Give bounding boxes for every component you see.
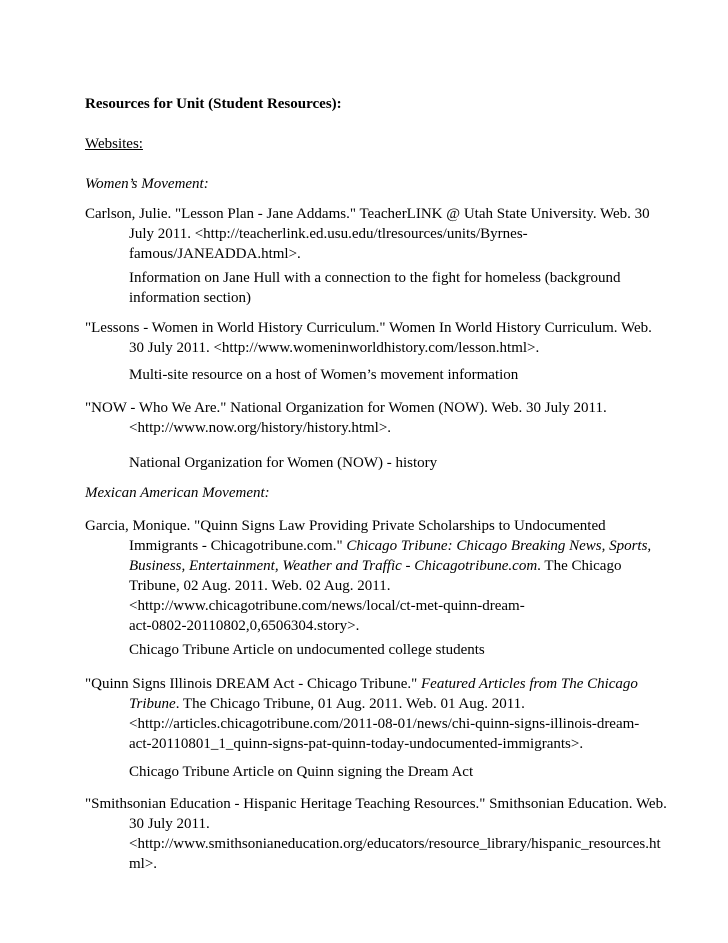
description-lessons: Multi-site resource on a host of Women’s movement information bbox=[129, 367, 519, 383]
citation-lessons-line-1: "Lessons - Women in World History Curriculum." Women In World History Curriculum. Web. bbox=[85, 320, 652, 336]
citation-lessons-line-2: 30 July 2011. <http://www.womeninworldhistory.com/lesson.html>. bbox=[129, 340, 540, 356]
page-heading: Resources for Unit (Student Resources): bbox=[85, 96, 342, 112]
citation-garcia-line-3-site: Business, Entertainment, Weather and Traffic - Chicagotribune.com bbox=[129, 558, 538, 574]
citation-garcia-line-2 bbox=[129, 536, 651, 557]
citation-quinn-line-1-source: Featured Articles from The Chicago bbox=[421, 676, 638, 692]
citation-smithsonian-line-2: 30 July 2011. bbox=[129, 816, 210, 832]
citation-smithsonian-line-4: ml>. bbox=[129, 856, 158, 872]
citation-quinn-line-2-publisher: . The Chicago Tribune, 01 Aug. 2011. Web. 01 Aug. 2011. bbox=[175, 696, 525, 712]
citation-garcia-line-2-site: Chicago Tribune: Chicago Breaking News, Sports, bbox=[346, 538, 652, 554]
description-quinn: Chicago Tribune Article on Quinn signing the Dream Act bbox=[129, 764, 474, 780]
section-title-womens-movement: Women’s Movement: bbox=[85, 176, 209, 192]
citation-garcia-line-3-publisher: . The Chicago bbox=[537, 558, 622, 574]
section-title-mexican-american-movement: Mexican American Movement: bbox=[85, 485, 270, 501]
citation-carlson-line-2: July 2011. <http://teacherlink.ed.usu.edu/tlresources/units/Byrnes- bbox=[129, 226, 528, 242]
citation-smithsonian-line-1: "Smithsonian Education - Hispanic Heritage Teaching Resources." Smithsonian Education. Web. bbox=[85, 796, 667, 812]
citation-garcia-line-6: act-0802-20110802,0,6506304.story>. bbox=[129, 618, 360, 634]
websites-label: Websites: bbox=[85, 136, 143, 152]
citation-quinn-line-3: <http://articles.chicagotribune.com/2011-08-01/news/chi-quinn-signs-illinois-dream- bbox=[129, 716, 640, 732]
description-carlson-line-2: information section) bbox=[129, 290, 252, 306]
citation-quinn-line-1 bbox=[85, 674, 638, 695]
citation-now-line-1: "NOW - Who We Are." National Organization for Women (NOW). Web. 30 July 2011. bbox=[85, 400, 607, 416]
citation-garcia-line-1: Garcia, Monique. "Quinn Signs Law Providing Private Scholarships to Undocumented bbox=[85, 518, 606, 534]
citation-quinn-line-1-title: "Quinn Signs Illinois DREAM Act - Chicago Tribune." bbox=[85, 676, 422, 692]
description-garcia: Chicago Tribune Article on undocumented college students bbox=[129, 642, 485, 658]
citation-quinn-line-2 bbox=[129, 694, 525, 715]
citation-carlson-line-1: Carlson, Julie. "Lesson Plan - Jane Addams." TeacherLINK @ Utah State University. Web. 30 bbox=[85, 206, 650, 222]
citation-garcia-line-2-title: Immigrants - Chicagotribune.com." bbox=[129, 538, 347, 554]
citation-garcia-line-5: <http://www.chicagotribune.com/news/local/ct-met-quinn-dream- bbox=[129, 598, 525, 614]
citation-quinn-line-2-source: Tribune bbox=[129, 696, 176, 712]
citation-garcia-line-4: Tribune, 02 Aug. 2011. Web. 02 Aug. 2011. bbox=[129, 578, 391, 594]
citation-carlson-line-3: famous/JANEADDA.html>. bbox=[129, 246, 301, 262]
description-now: National Organization for Women (NOW) - history bbox=[129, 455, 438, 471]
description-carlson-line-1: Information on Jane Hull with a connection to the fight for homeless (background bbox=[129, 270, 621, 286]
citation-now-line-2: <http://www.now.org/history/history.html>. bbox=[129, 420, 392, 436]
citation-smithsonian-line-3: <http://www.smithsonianeducation.org/educators/resource_library/hispanic_resources.ht bbox=[129, 836, 661, 852]
citation-quinn-line-4: act-20110801_1_quinn-signs-pat-quinn-today-undocumented-immigrants>. bbox=[129, 736, 584, 752]
citation-garcia-line-3 bbox=[129, 556, 621, 577]
